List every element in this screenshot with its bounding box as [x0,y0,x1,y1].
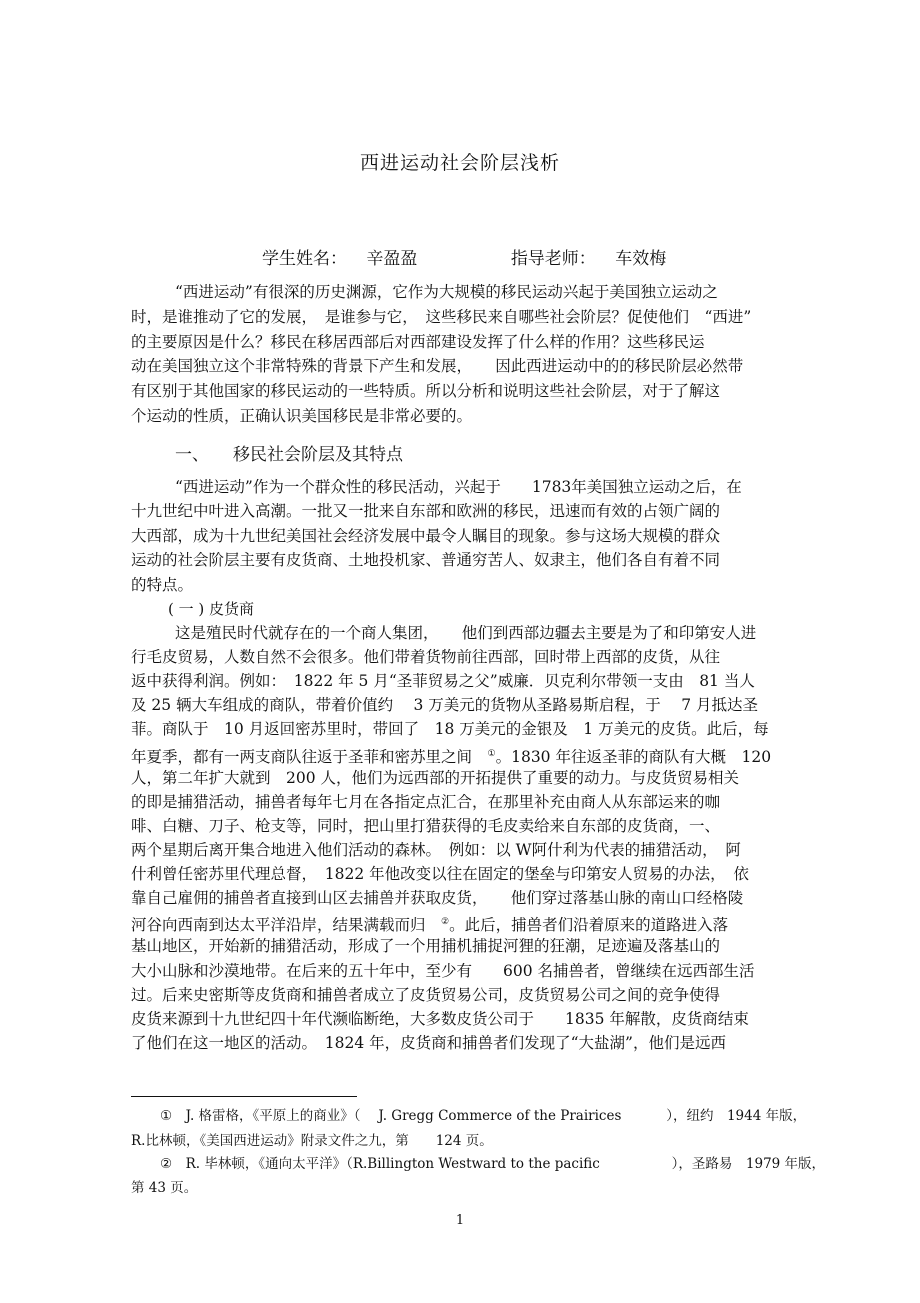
body-line: 人，第二年扩大就到 200 人，他们为远西部的开拓提供了重要的动力。与皮货贸易相关 [131,769,740,787]
section-heading [175,440,403,465]
body-line: 大西部，成为十九世纪美国社会经济发展中最令人瞩目的现象。参与这场大规模的群众 [131,527,721,545]
body-line: 大小山脉和沙漠地带。在后来的五十年中，至少有 600 名捕兽者，曾继续在远西部生活 [131,962,755,980]
page-title: 西进运动社会阶层浅析 [359,152,560,174]
abstract-line: “西进运动”有很深的历史渊源，它作为大规模的移民运动兴起于美国独立运动之 [175,283,718,301]
body-line-part: 年夏季，都有一两支商队往返于圣菲和密苏里之间 [131,748,488,766]
footnote-ref[interactable]: ② [441,917,450,927]
body-line: 啡、白糖、刀子、枪支等，同时，把山里打猎获得的毛皮卖给来自东部的皮货商，一、 [131,817,721,835]
footnote-line: R.比林顿，《美国西进运动》附录文件之九，第 124 页。 [131,1133,493,1149]
footnote-line: 第 43 页。 [131,1180,198,1196]
student-name: 辛盈盈 [366,249,418,269]
abstract-line: 动在美国独立这个非常特殊的背景下产生和发展， 因此西进运动中的的移民阶层必然带 [131,357,744,375]
subsection-heading: ( 一 ) 皮货商 [168,600,255,618]
body-line: 行毛皮贸易，人数自然不会很多。他们带着货物前往西部，回时带上西部的皮货，从往 [131,648,721,666]
teacher-name: 车效梅 [615,249,667,269]
body-line-part: 河谷向西南到达太平洋沿岸，结果满载而归 [131,916,442,934]
footnote-ref[interactable]: ① [487,749,496,759]
body-line: 的特点。 [131,576,194,594]
body-line: 什利曾任密苏里代理总督， 1822 年他改变以往在固定的堡垒与印第安人贸易的办法， 依 [131,865,749,883]
abstract-line: 个运动的性质，正确认识美国移民是非常必要的。 [131,407,473,425]
abstract-line: 有区别于其他国家的移民运动的一些特质。所以分析和说明这些社会阶层，对于了解这 [131,382,721,400]
body-line [131,911,811,936]
student-label: 学生姓名： [262,249,347,269]
body-line: 过。后来史密斯等皮货商和捕兽者成立了皮货贸易公司，皮货贸易公司之间的竞争使得 [131,986,721,1004]
footnote-line: ② R. 毕林顿，《通向太平洋》（R.Billington Westward to the pacific ），圣路易 1979 年版， [160,1156,826,1172]
body-line: 基山地区，开始新的捕猎活动，形成了一个用捕机捕捉河狸的狂潮，足迹遍及落基山的 [131,937,721,955]
section-number: 一、 [175,445,209,465]
body-line: “西进运动”作为一个群众性的移民活动，兴起于 1783年美国独立运动之后，在 [175,478,742,496]
body-line: 皮货来源到十九世纪四十年代濒临断绝，大多数皮货公司于 1835 年解散，皮货商结束 [131,1010,749,1028]
body-line-part: 。1830 年往返圣菲的商队有大概 120 [495,748,772,766]
body-line [131,743,811,768]
body-line: 返中获得利润。例如： 1822 年 5 月“圣菲贸易之父”威廉．贝克利尔带领一支由 81 当人 [131,672,755,690]
abstract-line: 时，是谁推动了它的发展， 是谁参与它， 这些移民来自哪些社会阶层？促使他们 “西进” [131,308,752,326]
body-line: 运动的社会阶层主要有皮货商、土地投机家、普通穷苦人、奴隶主，他们各自有着不同 [131,551,721,569]
section-title: 移民社会阶层及其特点 [233,445,403,465]
body-line: 两个星期后离开集合地进入他们活动的森林。 例如：以 W阿什利为代表的捕猎活动， 阿 [131,841,741,859]
footnote-line: ① J. 格雷格，《平原上的商业》（ J. Gregg Commerce of the Prairices ），纽约 1944 年版， [160,1108,807,1124]
body-line: 及 25 辆大车组成的商队，带着价值约 3 万美元的货物从圣路易斯启程，于 7 月抵达圣 [131,696,759,714]
body-line: 靠自己雇佣的捕兽者直接到山区去捕兽并获取皮货， 他们穿过落基山脉的南山口经格陵 [131,889,744,907]
footnote-divider [131,1096,357,1097]
body-line: 的即是捕猎活动，捕兽者每年七月在各指定点汇合，在那里补充由商人从东部运来的咖 [131,793,721,811]
author-line [262,244,666,269]
body-line: 了他们在这一地区的活动。 1824 年，皮货商和捕兽者们发现了“大盐湖”，他们是远西 [131,1034,726,1052]
body-line: 菲。商队于 10 月返回密苏里时，带回了 18 万美元的金银及 1 万美元的皮货。此后，每 [131,720,769,738]
page-number: 1 [455,1213,465,1228]
teacher-label: 指导老师： [510,249,596,269]
body-line: 十九世纪中叶进入高潮。一批又一批来自东部和欧洲的移民，迅速而有效的占领广阔的 [131,502,721,520]
body-line: 这是殖民时代就存在的一个商人集团， 他们到西部边疆去主要是为了和印第安人进 [175,624,757,642]
abstract-line: 的主要原因是什么？移民在移居西部后对西部建设发挥了什么样的作用？这些移民运 [131,333,705,351]
body-line-part: 。此后，捕兽者们沿着原来的道路进入落 [449,916,729,934]
